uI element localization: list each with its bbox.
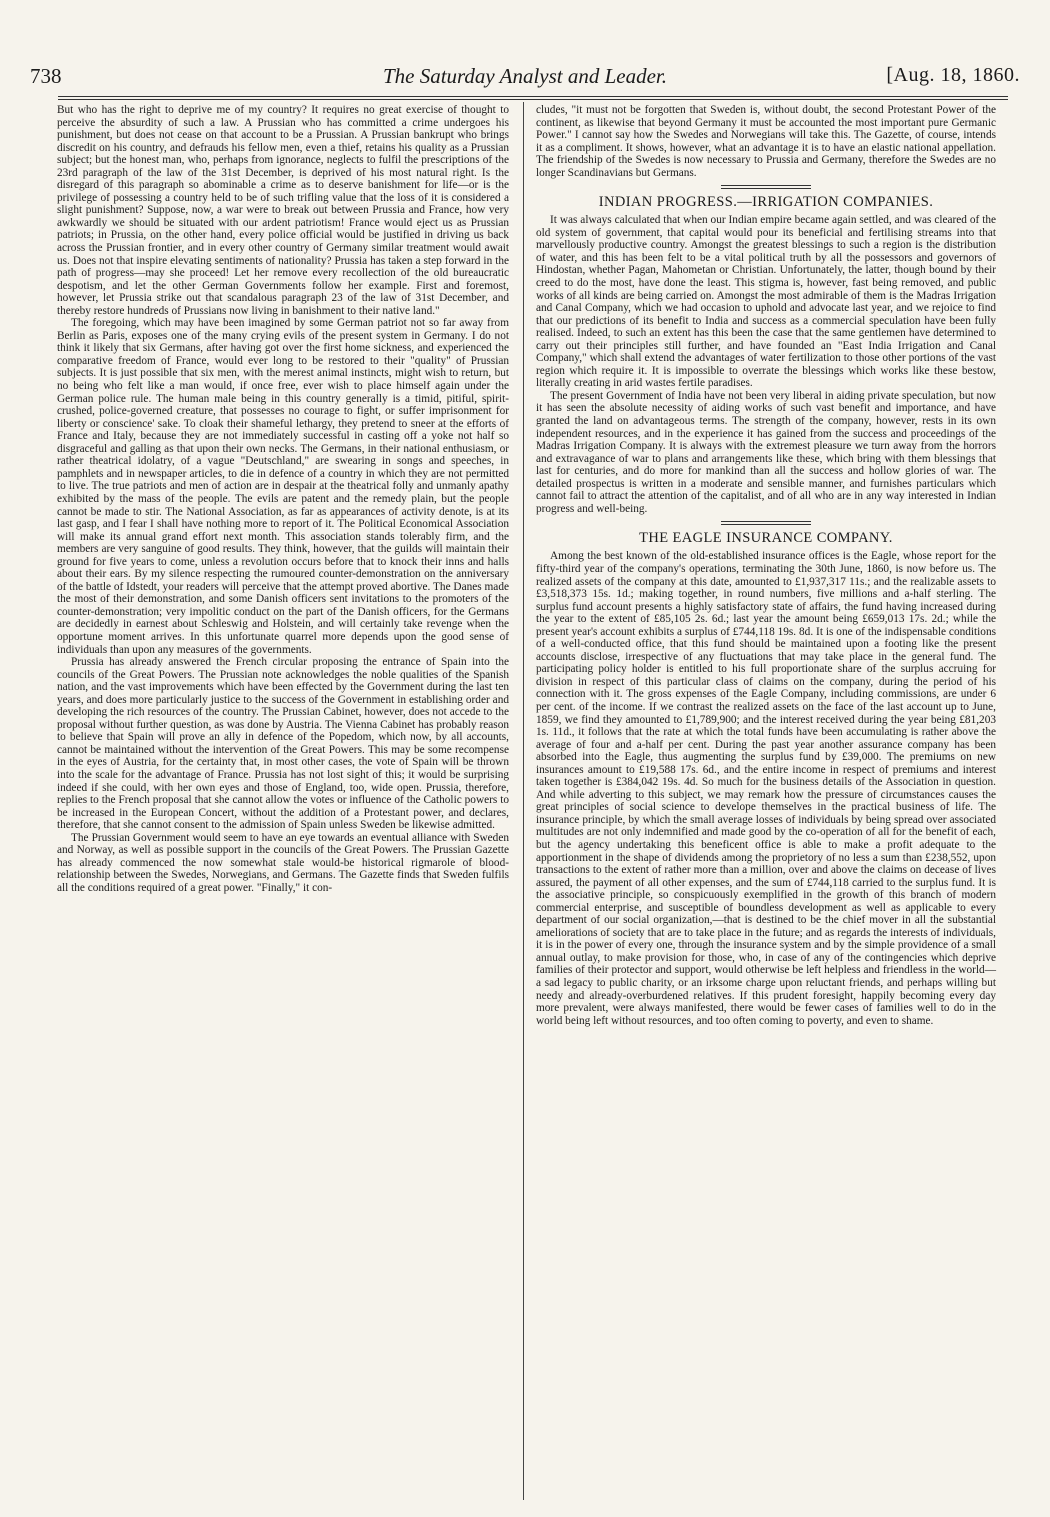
page-header — [30, 58, 1020, 94]
section-rule — [721, 185, 811, 189]
article-paragraph: The present Government of India have not been very liberal in aiding private speculation, but now it has seen the absolute necessity of aiding works of such vast benefit and importance, and have granted the land on advantageous terms. The strength of the company, however, rests in its own independent resources, and in the experience it has gained from the success and proceedings of the Madras Irrigation Company. It is always with the extremest pleasure we turn away from the horrors and extravagance of war to plans and arrangements like these, which bring with them blessings that last for centuries, and do more for mankind than all the success and hollow glories of war. The detailed prospectus is written in a moderate and sensible manner, and furnishes particulars which cannot fail to attract the attention of the capitalist, and of all who are in any way interested in Indian progress and well-being. — [536, 389, 996, 515]
continuation-paragraph: cludes, "it must not be forgotten that Sweden is, without doubt, the second Protestant Power of the continent, as likewise that beyond Germany it must be accounted the most important pure Germanic Power." I cannot say how the Swedes and Norwegians will take this. The Gazette, of course, intends it as a compliment. It shows, however, what an advantage it is to have an elastic national appellation. The friendship of the Swedes is now necessary to Prussia and Germany, therefore the Swedes are no longer Scandinavians but Germans. — [536, 104, 996, 179]
issue-date: [Aug. 18, 1860. — [886, 64, 1020, 86]
left-paragraph: The Prussian Government would seem to have an eye towards an eventual alliance with Sweden and Norway, as well as possible support in the councils of the Great Powers. The Prussian Gazette has already commenced the now somewhat stale would-be historical rigmarole of blood-relationship between the Swedes, Norwegians, and Germans. The Gazette finds that Sweden fulfils all the conditions required of a great power. "Finally," it con- — [57, 831, 509, 894]
running-title: The Saturday Analyst and Leader. — [382, 64, 668, 88]
header-rule — [58, 96, 1008, 100]
article-paragraph: It was always calculated that when our Indian empire became again settled, and was cleared of the old system of government, that capital would pour its beneficial and fertilising streams into that marvellously productive country. Amongst the greatest blessings to such a region is the distribution of water, and this has been felt to be a vital political truth by all the possessors and governors of Hindostan, whether Pagan, Mahometan or Christian. Unfortunately, the latter, though bound by their creed to do the most, have done the least. This stigma is, however, fast being removed, and public works of all kinds are being carried on. Amongst the most admirable of them is the Madras Irrigation and Canal Company, which we had occasion to uphold and advocate last year, and we rejoice to find that our predictions of its benefit to India and success as a commercial speculation have been fully realised. Indeed, to such an extent has this been the case that the same gentlemen have determined to carry out their principles still further, and have founded an "East India Irrigation and Canal Company," which shall extend the advantages of water fertilization to those other portions of the vast region which require it. It is impossible to overrate the blessings which works like these bestow, literally creating in arid wastes fertile paradises. — [536, 214, 996, 390]
column-divider — [523, 102, 524, 1500]
article-heading-indian-progress: INDIAN PROGRESS.—IRRIGATION COMPANIES. — [598, 194, 934, 211]
right-column — [536, 104, 996, 1027]
page-number: 738 — [30, 64, 62, 88]
section-rule — [721, 521, 811, 525]
left-column — [57, 104, 509, 894]
article-paragraph: Among the best known of the old-established insurance offices is the Eagle, whose report for the fifty-third year of the company's operations, terminating the 30th June, 1860, is now before us. The realized assets of the company at this date, amounted to £1,937,317 11s.; and the realizable assets to £3,518,373 15s. 1d.; making together, in round numbers, five millions and a-half sterling. The surplus fund account presents a highly satisfactory state of affairs, the fund having increased during the year to the extent of £85,105 2s. 6d.; last year the amount being £659,013 17s. 2d.; while the present year's account exhibits a surplus of £744,118 19s. 8d. It is one of the indispensable conditions of a well-conducted office, that this fund should be maintained upon a footing like the present accounts disclose, irrespective of any fluctuations that may take place in the general fund. The participating policy holder is entitled to his full proportionate share of the surplus accruing for division in respect of this particular class of claims on the company, during the period of his connection with it. The gross expenses of the Eagle Company, including commissions, are under 6 per cent. of the income. If we contrast the realized assets on the face of the last account up to June, 1859, we find they amounted to £1,789,900; and the interest received during the year being £81,203 1s. 11d., it follows that the rate at which the total funds have been accumulating is rather above the average of four and a-half per cent. During the past year another assurance company has been absorbed into the Eagle, thus augmenting the surplus fund by £39,000. The premiums on new insurances amount to £19,588 17s. 6d., and the entire income in respect of premiums and interest taken together is £384,042 19s. 4d. So much for the business details of the Association in question. And while adverting to this subject, we may remark how the pressure of circumstances causes the great principles of social science to develope themselves in the practical business of life. The insurance principle, by which the small average losses of individuals by being spread over associated multitudes are not only indemnified and made good by the co-operation of all for the benefit of each, but the agency undertaking this beneficent office is able to make a profit adequate to the apportionment in the shape of dividends among the proprietory of no less a sum than £238,552, upon transactions to the extent of rather more than a million, over and above the claims on decease of lives assured, the payment of all other expenses, and the sum of £744,118 carried to the surplus fund. It is the associative principle, so conspicuously exemplified in the growth of this branch of modern commercial enterprise, and susceptible of boundless development as well as applicable to every department of our social organization,—that is destined to be the chief mover in all the substantial ameliorations of society that are to take place in the future; and as regards the interests of individuals, it is in the power of every one, through the insurance system and by the simple providence of a small annual outlay, to make provision for those, who, in case of any of the contingencies which deprive families of their protector and support, would otherwise be left helpless and friendless in the world—a sad legacy to public charity, or an irksome charge upon reluctant friends, and perhaps willing but needy and already-overburdened relatives. If this prudent foresight, happily becoming every day more prevalent, were always manifested, there would be fewer cases of families well to do in the world being left without resources, and too often coming to poverty, and even to shame. — [536, 550, 996, 1027]
article-heading-eagle-insurance: THE EAGLE INSURANCE COMPANY. — [639, 530, 893, 547]
left-paragraph: But who has the right to deprive me of my country? It requires no great exercise of thought to perceive the absurdity of such a law. A Prussian who has committed a crime undergoes his punishment, but does not cease on that account to be a Prussian. A Prussian bankrupt who brings discredit on his country, and defrauds his fellow men, even a thief, retains his quality as a Prussian subject; but the honest man, who, perhaps from ignorance, neglects to fulfil the prescriptions of the 23rd paragraph of the law of the 31st December, is deprived of his most natural right. Is the disregard of this paragraph so abominable a crime as to deserve banishment for life—or is the privilege of possessing a country held to be of such trifling value that the loss of it is considered a slight punishment? Suppose, now, a war were to break out between Prussia and France, how very awkwardly we should be situated with our ardent patriotism! France would eject us as Prussian patriots; in Prussia, on the other hand, every police official would be justified in driving us back across the Prussian frontier, and in every other country of Germany similar treatment would await us. Does not that inspire elevating sentiments of nationality? Prussia has taken a step forward in the path of progress—may she proceed! Let her remove every recollection of the old bureaucratic despotism, and let the other German Governments follow her example. First and foremost, however, let Prussia strike out that scandalous paragraph 23 of the law of 31st December, and thereby restore hundreds of Prussians now living in banishment to their native land." — [57, 104, 509, 317]
left-paragraph: Prussia has already answered the French circular proposing the entrance of Spain into the councils of the Great Powers. The Prussian note acknowledges the noble qualities of the Spanish nation, and the vast improvements which have been effected by the Government during the last ten years, and does more particularly justice to the success of the Government in establishing order and developing the rich resources of the country. The Prussian Cabinet, however, does not accede to the proposal without further question, as was done by Austria. The Vienna Cabinet has probably reason to believe that Spain will prove an ally in defence of the Popedom, which now, by all accounts, cannot be maintained without the intervention of the Great Powers. This may be some recompense in the eyes of Austria, for the certainty that, in most other cases, the vote of Spain will be thrown into the scale for the advantage of France. Prussia has not lost sight of this; it would be surprising indeed if she could, with her own eyes and those of England, too, wide open. Prussia, therefore, replies to the French proposal that she cannot allow the votes or influence of the Catholic powers to be increased in the European Concert, without the addition of a Protestant power, and declares, therefore, that she cannot consent to the admission of Spain unless Sweden be likewise admitted. — [57, 656, 509, 832]
left-paragraph: The foregoing, which may have been imagined by some German patriot not so far away from Berlin as Paris, exposes one of the many crying evils of the present system in Germany. I do not think it likely that six Germans, after having got over the first home sickness, and experienced the comparative freedom of France, would ever long to be restored to their "quality" of Prussian subjects. It is just possible that six men, with the merest animal instincts, might wish to return, but no being who felt like a man would, if once free, ever wish to place himself again under the German police rule. The human male being in this country generally is a timid, pitiful, spirit-crushed, police-governed creature, that possesses no courage to fight, or suffer imprisonment for liberty or conscience' sake. To cloak their shameful lethargy, they pretend to sneer at the efforts of France and Italy, because they are not immediately successful in casting off a yoke not half so disgraceful and galling as that upon their own necks. The Germans, in their national enthusiasm, or rather theatrical idolatry, of a vague "Deutschland," are swearing in songs and speeches, in pamphlets and in newspaper articles, to die in defence of a country in which they are not permitted to live. The true patriots and men of action are in despair at the theatrical folly and unmanly apathy exhibited by the mass of the people. The evils are patent and the remedy plain, but the people cannot be made to stir. The National Association, as far as appearances of activity denote, is at its last gasp, and I fear I shall have nothing more to report of it. The Political Economical Association will make its annual grand effort next month. This association stands tolerably firm, and the members are very sanguine of good results. They think, however, that the guilds will maintain their ground for five years to come, unless a revolution occurs before that to knock their inns and halls about their ears. By my silence respecting the rumoured counter-demonstration on the anniversary of the battle of Idstedt, your readers will perceive that the attempt proved abortive. The Danes made the most of their demonstration, and some Danish officers sent invitations to the promoters of the counter-demonstration; very impolitic conduct on the part of the Danish officers, for the Germans are decidedly in earnest about Schleswig and Holstein, and will certainly take revenge when the opportune moment arrives. In this unfortunate quarrel more depends upon the good sense of individuals than upon any measures of the governments. — [57, 317, 509, 656]
